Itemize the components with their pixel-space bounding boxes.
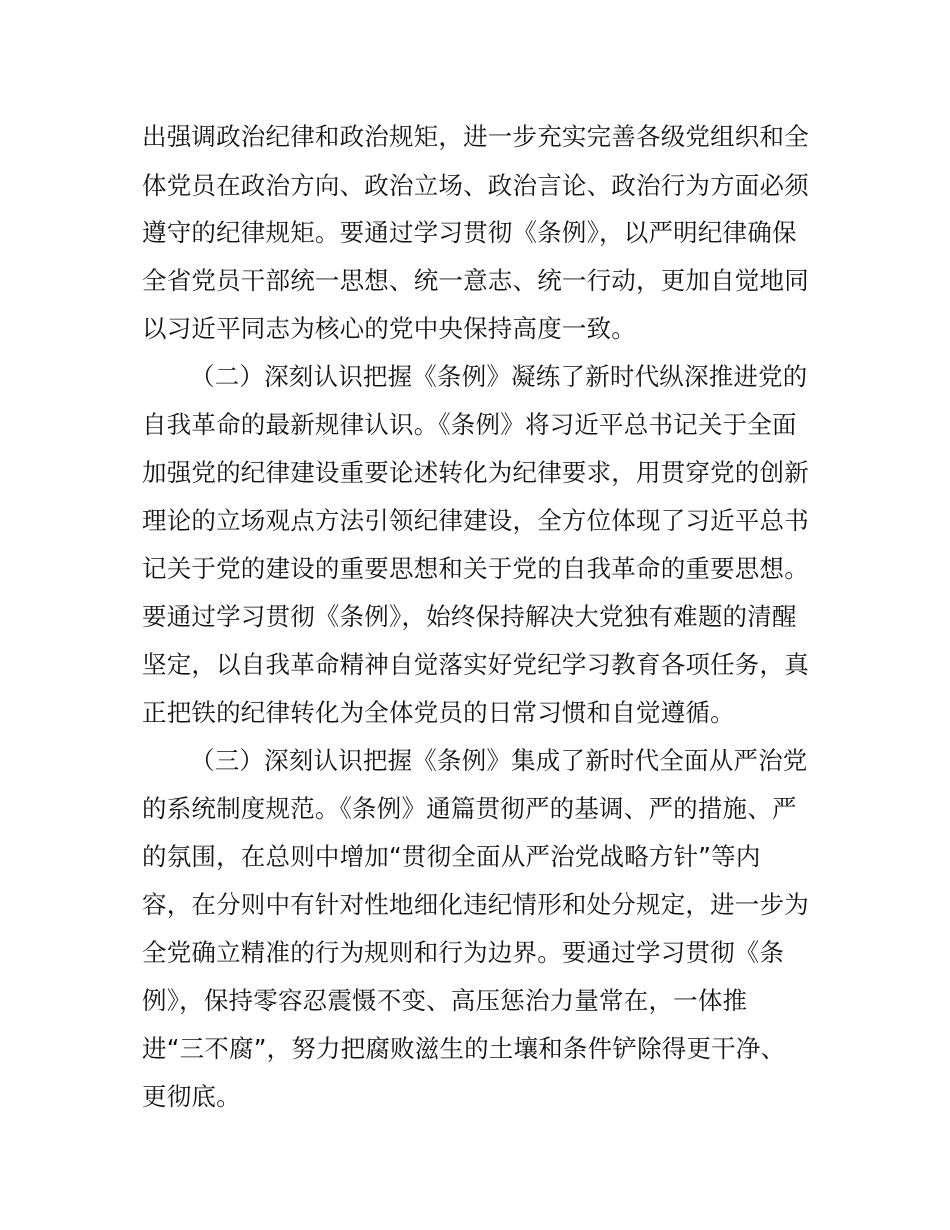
paragraph-heading-line: （二）深刻认识把握《条例》凝练了新时代纵深推进党的	[190, 362, 808, 391]
text-line: 出强调政治纪律和政治规矩，进一步充实完善各级党组织和全	[142, 122, 809, 151]
text-line: 正把铁的纪律转化为全体党员的日常习惯和自觉遵循。	[142, 698, 735, 727]
text-line: 坚定，以自我革命精神自觉落实好党纪学习教育各项任务，真	[142, 650, 809, 679]
text-line: 记关于党的建设的重要思想和关于党的自我革命的重要思想。	[142, 554, 809, 583]
text-line: 遵守的纪律规矩。要通过学习贯彻《条例》，以严明纪律确保	[142, 218, 797, 247]
text-line: 体党员在政治方向、政治立场、政治言论、政治行为方面必须	[142, 171, 809, 200]
paragraph-heading-line: （三）深刻认识把握《条例》集成了新时代全面从严治党	[190, 746, 808, 775]
text-line: 的氛围，在总则中增加“贯彻全面从严治党战略方针”等内	[142, 842, 761, 871]
text-line: 进“三不腐”，努力把腐败滋生的土壤和条件铲除得更干净、	[142, 1034, 786, 1063]
text-line: 以习近平同志为核心的党中央保持高度一致。	[142, 314, 636, 343]
text-line: 全省党员干部统一思想、统一意志、统一行动，更加自觉地同	[142, 266, 809, 295]
text-line: 加强党的纪律建设重要论述转化为纪律要求，用贯穿党的创新	[142, 458, 809, 487]
text-line: 容，在分则中有针对性地细化违纪情形和处分规定，进一步为	[142, 890, 809, 919]
text-line: 自我革命的最新规律认识。《条例》将习近平总书记关于全面	[142, 410, 797, 439]
text-line: 要通过学习贯彻《条例》，始终保持解决大党独有难题的清醒	[142, 602, 797, 631]
text-line: 的系统制度规范。《条例》通篇贯彻严的基调、严的措施、严	[142, 794, 797, 823]
text-line: 理论的立场观点方法引领纪律建设，全方位体现了习近平总书	[142, 506, 809, 535]
text-line: 更彻底。	[142, 1082, 241, 1111]
text-line: 全党确立精准的行为规则和行为边界。要通过学习贯彻《条	[142, 938, 785, 967]
text-line: 例》，保持零容忍震慑不变、高压惩治力量常在，一体推	[142, 986, 748, 1015]
